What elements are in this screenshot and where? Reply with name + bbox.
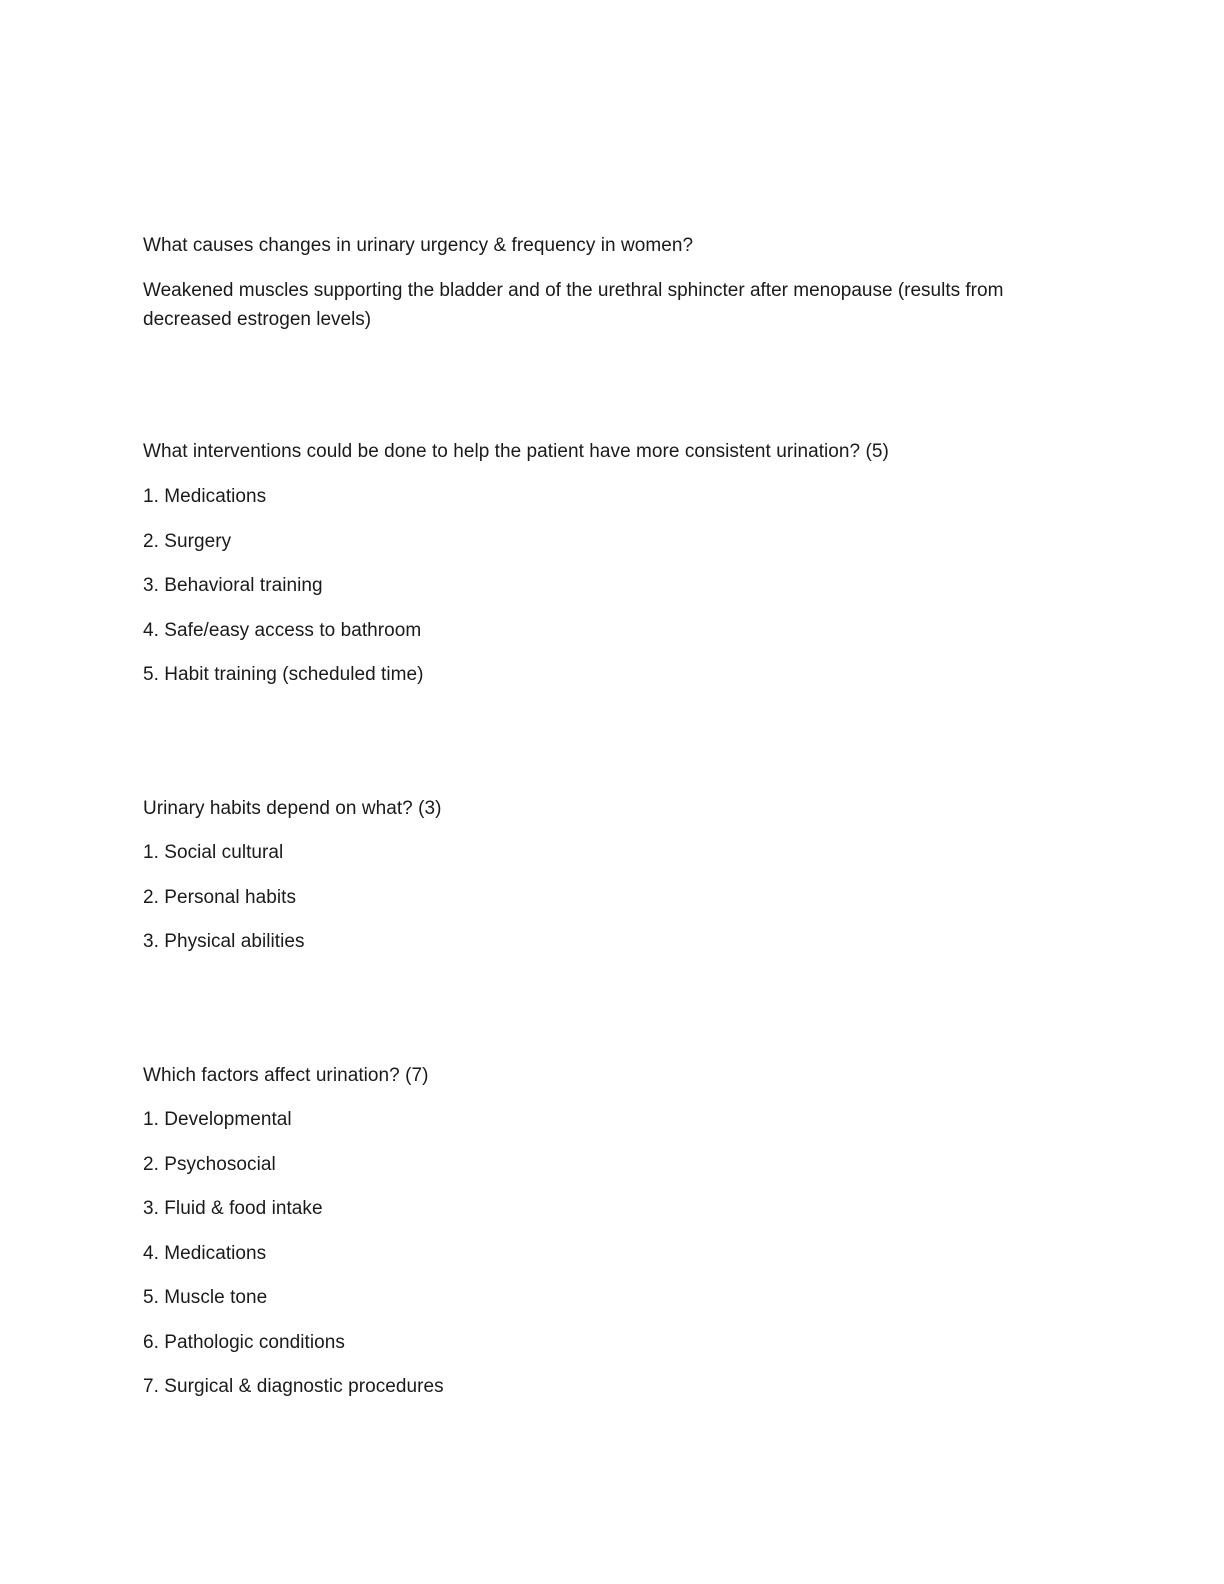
list-item: 1. Social cultural bbox=[143, 842, 284, 863]
list-item: 3. Behavioral training bbox=[143, 575, 323, 596]
list-item: 2. Surgery bbox=[143, 531, 232, 552]
list-item: 4. Safe/easy access to bathroom bbox=[143, 620, 422, 641]
question-urinary-habits: Urinary habits depend on what? (3) bbox=[143, 798, 442, 819]
list-item: 3. Physical abilities bbox=[143, 931, 305, 952]
list-item: 1. Developmental bbox=[143, 1109, 292, 1130]
list-item: 2. Psychosocial bbox=[143, 1154, 276, 1175]
question-interventions: What interventions could be done to help the patient have more consistent urination? (5) bbox=[143, 441, 889, 462]
list-item: 5. Habit training (scheduled time) bbox=[143, 664, 424, 685]
list-item: 5. Muscle tone bbox=[143, 1287, 268, 1308]
question-factors: Which factors affect urination? (7) bbox=[143, 1065, 429, 1086]
list-item: 4. Medications bbox=[143, 1243, 267, 1264]
list-item: 3. Fluid & food intake bbox=[143, 1198, 323, 1219]
answer-urgency-frequency: Weakened muscles supporting the bladder and of the urethral sphincter after menopause (results from decreased estrogen levels) bbox=[143, 280, 1004, 330]
question-urgency-frequency: What causes changes in urinary urgency & frequency in women? bbox=[143, 235, 694, 256]
list-item: 6. Pathologic conditions bbox=[143, 1332, 345, 1353]
list-item: 1. Medications bbox=[143, 486, 267, 507]
list-item: 2. Personal habits bbox=[143, 887, 296, 908]
list-item: 7. Surgical & diagnostic procedures bbox=[143, 1376, 444, 1397]
